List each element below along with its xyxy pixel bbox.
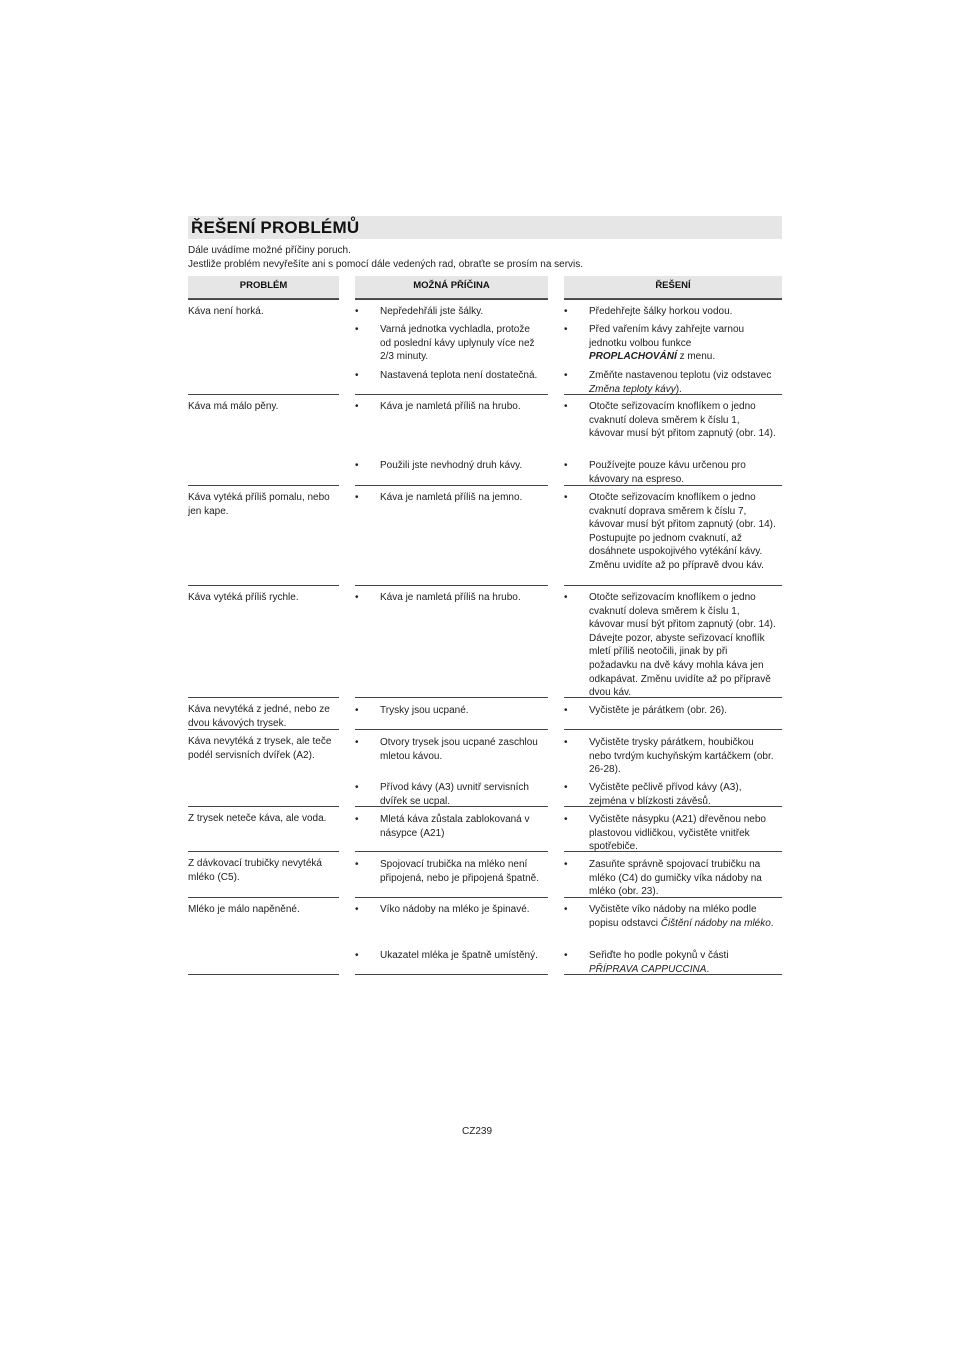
cause-bullet: • [355, 370, 359, 381]
solution-text: Seřiďte ho podle pokynů v části [589, 950, 729, 961]
solution-bullet: • [564, 782, 568, 793]
cause-cell: Nastavená teplota není dostatečná. [380, 370, 538, 381]
cause-bullet: • [355, 460, 359, 471]
cause-cell: Víko nádoby na mléko je špinavé. [380, 904, 530, 915]
problem-cell: Káva nevytéká z trysek, ale teče podél servisních dvířek (A2). [188, 736, 332, 761]
row-divider [188, 394, 339, 395]
row-divider [355, 897, 548, 898]
solution-bullet: • [564, 814, 568, 825]
cause-cell: Otvory trysek jsou ucpané zaschlou mletou kávou. [380, 737, 538, 762]
row-divider [355, 585, 548, 586]
solution-bullet: • [564, 306, 568, 317]
table-bottom-rule [355, 974, 548, 975]
cause-cell: Káva je namletá příliš na hrubo. [380, 592, 521, 603]
row-divider [188, 585, 339, 586]
row-divider [355, 806, 548, 807]
cause-bullet: • [355, 492, 359, 503]
problem-cell: Káva není horká. [188, 306, 264, 317]
cause-cell: Použili jste nevhodný druh kávy. [380, 460, 523, 471]
header-cause: MOŽNÁ PŘÍČINA [355, 276, 548, 299]
cause-cell: Přívod kávy (A3) uvnitř servisních dvířek se ucpal. [380, 782, 529, 807]
solution-text: Otočte seřizovacím knoflíkem o jedno cvaknutí doprava směrem k číslu 7, kávovar musí být přitom zapnutý (obr. 14). Postupujte po jednom cvaknutí, až dosáhnete uspokojivého vytékání kávy. Změnu uvidíte až po přípravě dvou káv. [589, 492, 776, 571]
cause-bullet: • [355, 705, 359, 716]
solution-reference: Čištění nádoby na mléko [660, 917, 771, 929]
cause-bullet: • [355, 814, 359, 825]
row-divider [355, 299, 548, 300]
solution-text: Používejte pouze kávu určenou pro kávovary na espreso. [589, 460, 746, 485]
row-divider [188, 697, 339, 698]
solution-bullet: • [564, 737, 568, 748]
row-divider [564, 806, 782, 807]
cause-cell: Káva je namletá příliš na hrubo. [380, 401, 521, 412]
cause-bullet: • [355, 904, 359, 915]
solution-cell [589, 858, 777, 899]
solution-cell [589, 736, 777, 777]
solution-bullet: • [564, 705, 568, 716]
row-divider [564, 851, 782, 852]
cause-bullet: • [355, 859, 359, 870]
solution-text: Otočte seřizovacím knoflíkem o jedno cvaknutí doleva směrem k číslu 1, kávovar musí být přitom zapnutý (obr. 14). [589, 401, 776, 440]
problem-cell: Z trysek neteče káva, ale voda. [188, 813, 327, 824]
cause-bullet: • [355, 782, 359, 793]
section-title-bar [188, 216, 782, 239]
row-divider [355, 697, 548, 698]
cause-bullet: • [355, 306, 359, 317]
cause-bullet: • [355, 950, 359, 961]
solution-tail: . [706, 963, 710, 975]
cause-cell: Varná jednotka vychladla, protože od poslední kávy uplynuly více než 2/3 minuty. [380, 324, 535, 363]
solution-bullet: • [564, 592, 568, 603]
cause-cell: Káva je namletá příliš na jemno. [380, 492, 523, 503]
header-solution: ŘEŠENÍ [564, 276, 782, 299]
row-divider [188, 897, 339, 898]
cause-bullet: • [355, 592, 359, 603]
solution-text: Otočte seřizovacím knoflíkem o jedno cvaknutí doleva směrem k číslu 1, kávovar musí být přitom zapnutý (obr. 14). Dávejte pozor, abyste seřizovací knoflík mletí příliš neotočili, jinak by při požadavku na dvě kávy mohla káva jen odkapávat. Změnu uvidíte až po přípravě dvou káv. [589, 592, 776, 699]
intro-text [188, 244, 788, 271]
solution-cell [589, 903, 777, 930]
problem-cell: Káva vytéká příliš rychle. [188, 592, 299, 603]
solution-tail: z menu. [676, 351, 716, 363]
solution-cell [589, 323, 777, 364]
page-number: CZ239 [461, 1126, 492, 1137]
row-divider [355, 394, 548, 395]
problem-cell: Káva nevytéká z jedné, nebo ze dvou kávových trysek. [188, 704, 330, 729]
row-divider [188, 851, 339, 852]
row-divider [564, 729, 782, 730]
solution-cell [589, 781, 777, 808]
problem-cell: Z dávkovací trubičky nevytéká mléko (C5). [188, 858, 322, 883]
row-divider [355, 851, 548, 852]
row-divider [188, 806, 339, 807]
table-bottom-rule [188, 974, 339, 975]
solution-text: Předehřejte šálky horkou vodou. [589, 306, 733, 317]
solution-text: Vyčistěte víko nádoby na mléko podle popisu odstavci [589, 904, 757, 929]
row-divider [564, 394, 782, 395]
row-divider [188, 485, 339, 486]
solution-bullet: • [564, 859, 568, 870]
row-divider [564, 585, 782, 586]
solution-cell [589, 813, 777, 854]
problem-cell: Káva má málo pěny. [188, 401, 279, 412]
solution-bullet: • [564, 370, 568, 381]
solution-bullet: • [564, 401, 568, 412]
solution-reference: PŘÍPRAVA CAPPUCCINA [589, 963, 707, 975]
solution-text: Vyčistěte násypku (A21) dřevěnou nebo plastovou vidličkou, vyčistěte vnitřek spotřebiče. [589, 814, 766, 853]
solution-bullet: • [564, 492, 568, 503]
solution-cell [589, 400, 777, 441]
solution-tail: ). [675, 383, 682, 395]
solution-text: Vyčistěte je párátkem (obr. 26). [589, 705, 728, 716]
solution-emphasis: PROPLACHOVÁNÍ [589, 351, 677, 363]
solution-cell [589, 305, 777, 319]
solution-cell [589, 459, 777, 486]
solution-bullet: • [564, 950, 568, 961]
cause-cell: Mletá káva zůstala zablokovaná v násypce (A21) [380, 814, 530, 839]
cause-cell: Ukazatel mléka je špatně umístěný. [380, 950, 538, 961]
row-divider [564, 299, 782, 300]
header-problem: PROBLÉM [188, 276, 339, 299]
solution-text: Před vařením kávy zahřejte varnou jednotku volbou funkce [589, 324, 745, 349]
page-title: ŘEŠENÍ PROBLÉMŮ [191, 218, 360, 237]
cause-cell: Spojovací trubička na mléko není připojená, nebo je připojená špatně. [380, 859, 540, 884]
solution-cell [589, 591, 777, 700]
problem-cell: Káva vytéká příliš pomalu, nebo jen kape. [188, 492, 330, 517]
solution-text: Vyčistěte pečlivě přívod kávy (A3), zejména v blízkosti závěsů. [589, 782, 742, 807]
row-divider [188, 299, 339, 300]
solution-cell [589, 704, 777, 718]
solution-bullet: • [564, 324, 568, 335]
cause-bullet: • [355, 401, 359, 412]
cause-cell: Trysky jsou ucpané. [380, 705, 469, 716]
row-divider [564, 697, 782, 698]
intro-line-1: Dále uvádíme možné příčiny poruch. [188, 245, 351, 256]
cause-bullet: • [355, 737, 359, 748]
row-divider [564, 485, 782, 486]
solution-text: Zasuňte správně spojovací trubičku na mléko (C4) do gumičky víka nádoby na mléko (obr. 23). [589, 859, 762, 898]
solution-cell [589, 369, 777, 396]
cause-cell: Nepředehřáli jste šálky. [380, 306, 484, 317]
row-divider [564, 897, 782, 898]
solution-cell [589, 491, 777, 573]
solution-reference: Změna teploty kávy [589, 383, 676, 395]
solution-text: Vyčistěte trysky párátkem, houbičkou nebo tvrdým kuchyňským kartáčkem (obr. 26-28). [589, 737, 774, 776]
cause-bullet: • [355, 324, 359, 335]
row-divider [355, 729, 548, 730]
solution-text: Změňte nastavenou teplotu (viz odstavec [589, 370, 772, 381]
solution-bullet: • [564, 904, 568, 915]
row-divider [355, 485, 548, 486]
problem-cell: Mléko je málo napěněné. [188, 904, 300, 915]
row-divider [188, 729, 339, 730]
intro-line-2: Jestliže problém nevyřešíte ani s pomocí dále vedených rad, obraťte se prosím na servis. [188, 258, 584, 270]
table-bottom-rule [564, 974, 782, 975]
solution-cell [589, 949, 777, 976]
solution-bullet: • [564, 460, 568, 471]
solution-tail: . [770, 917, 774, 929]
